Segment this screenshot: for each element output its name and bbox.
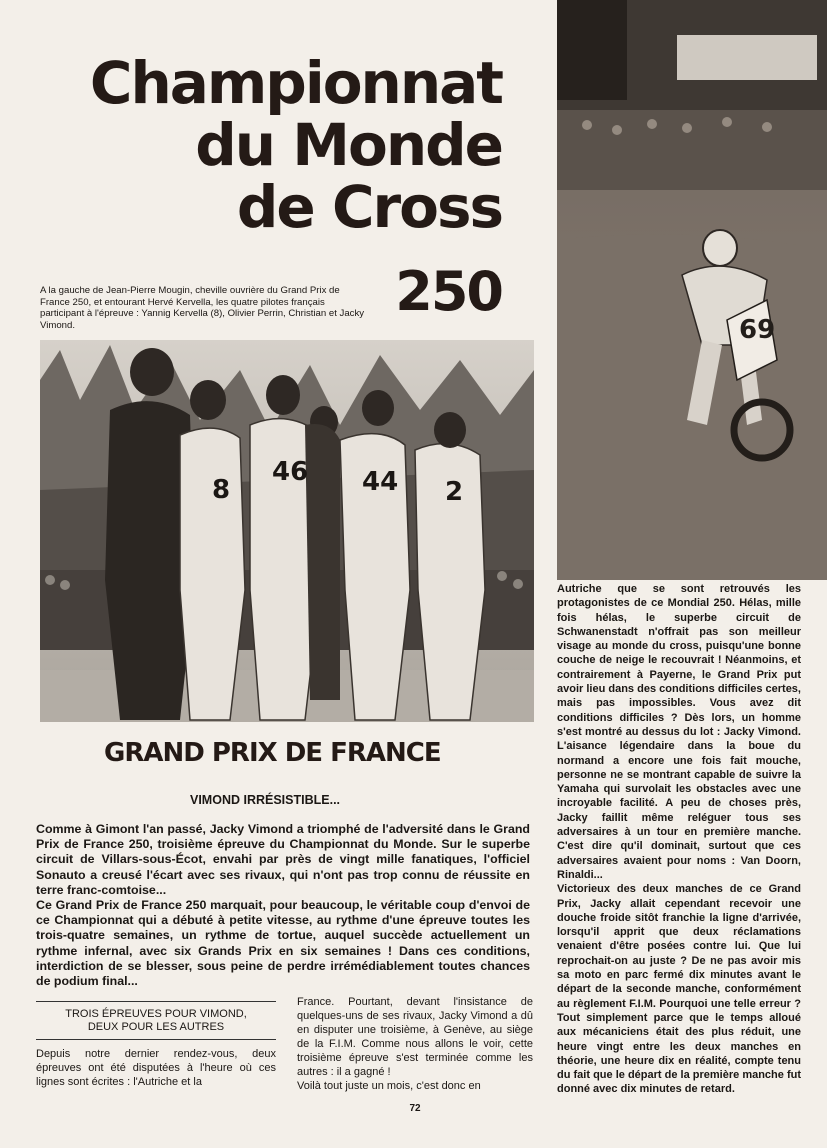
title-line-3: de Cross <box>236 173 502 241</box>
rider-number-44: 44 <box>362 467 399 497</box>
title-line-1: Championnat <box>89 49 502 117</box>
lead-paragraph-2: Ce Grand Prix de France 250 marquait, pour beaucoup, le véritable coup d'envoi de ce Championnat qui a débuté à petite vitesse, au rythme d'une épreuve toutes les trois-quatre semaines, un rythme de tortue, auquel succède actuellement un rythme infernal, avec six Grands Prix en six semaines ! Dans ces conditions, interdiction de se blesser, sous peine de perdre irrémédiablement toutes chances de podium final... <box>36 898 530 989</box>
column-a-text: Depuis notre dernier rendez-vous, deux épreuves ont été disputées à l'heure où ces lignes sont écrites : l'Autriche et la <box>36 1048 276 1088</box>
rider-number-2: 2 <box>445 477 464 507</box>
right-column <box>557 582 801 1097</box>
page-number: 72 <box>409 1103 421 1114</box>
lead-paragraph-1: Comme à Gimont l'an passé, Jacky Vimond a triomphé de l'adversité dans le Grand Prix de France 250, troisième épreuve du Championnat du Monde. Sur le superbe circuit de Villars-sous-Écot, envahi par près de vingt mille fanatiques, l'officiel Sonauto a creusé l'écart avec ses rivaux, qui n'ont pas trop connu de réussite en terre franc-comtoise... <box>36 822 530 897</box>
motocross-photo <box>557 0 827 580</box>
right-column-paragraph-2: Victorieux des deux manches de ce Grand Prix, Jacky allait cependant recevoir une douche froide sitôt franchie la ligne d'arrivée, lorsqu'il apprit que deux réclamations venaient d'être posées contre lui. Que lui reprochait-on au juste ? De ne pas avoir mis sa moto en parc fermé dix minutes avant le départ de la seconde manche, conformément au règlement F.I.M. Pourquoi une telle erreur ? Tout simplement parce que le temps alloué aux mécaniciens était des plus réduit, une heure vingt entre les deux manches en théorie, une heure dix en réalité, compte tenu du fait que le départ de la première manche fut donné avec dix minutes de retard. <box>557 883 801 1096</box>
right-column-paragraph-1: Autriche que se sont retrouvés les protagonistes de ce Mondial 250. Hélas, mille fois hélas, le superbe circuit de Schwanenstadt n'offrait pas son meilleur visage au monde du cross, puisqu'une bonne couche de neige le recouvrait ! Néanmoins, et contrairement à Payerne, le Grand Prix put avoir lieu dans des conditions difficiles certes, mais pas impossibles. Vous avez dit conditions difficiles ? Dès lors, un homme s'est montré au dessus du lot : Jacky Vimond. L'aisance légendaire dans la boue du normand a encore une fois fait mouche, personne ne se montrant capable de suivre la Yamaha qui survolait les obstacles avec une incroyable facilité. A peu de choses près, Jacky faillit même reléguer tous ses adversaires à un tour en première manche. C'est dire qu'il dominait, surtout que ces adversaires avaient pour noms : Van Doorn, Rinaldi... <box>557 583 801 881</box>
column-b-paragraph-1: France. Pourtant, devant l'insistance de quelques-uns de ses rivaux, Jacky Vimond a dû en disputer une troisième, à Genève, au siège de la F.I.M. Comme nous allons le voir, cette troisième épreuve s'est terminée comme les autres : il a gagné ! <box>297 996 533 1078</box>
title-line-2: du Monde <box>195 111 502 179</box>
box-title: TROIS ÉPREUVES POUR VIMOND, DEUX POUR LES AUTRES <box>36 1001 276 1040</box>
rider-number-46: 46 <box>272 457 309 487</box>
sub-heading: VIMOND IRRÉSISTIBLE... <box>190 793 341 807</box>
moto-number: 69 <box>739 315 776 345</box>
column-b-paragraph-2: Voilà tout juste un mois, c'est donc en <box>297 1080 481 1092</box>
group-photo <box>40 340 534 722</box>
title-line-4: 250 <box>395 260 502 323</box>
rider-number-8: 8 <box>212 475 231 505</box>
photo-caption: A la gauche de Jean-Pierre Mougin, cheville ouvrière du Grand Prix de France 250, et entourant Hervé Kervella, les quatre pilotes français participant à l'épreuve : Yannig Kervella (8), Olivier Perrin, Christian et Jacky Vimond. <box>40 285 365 331</box>
article-title <box>40 49 502 241</box>
section-heading: GRAND PRIX DE FRANCE <box>104 738 441 768</box>
column-a <box>36 1047 276 1089</box>
column-b <box>297 995 533 1093</box>
lead-paragraph <box>36 822 530 989</box>
